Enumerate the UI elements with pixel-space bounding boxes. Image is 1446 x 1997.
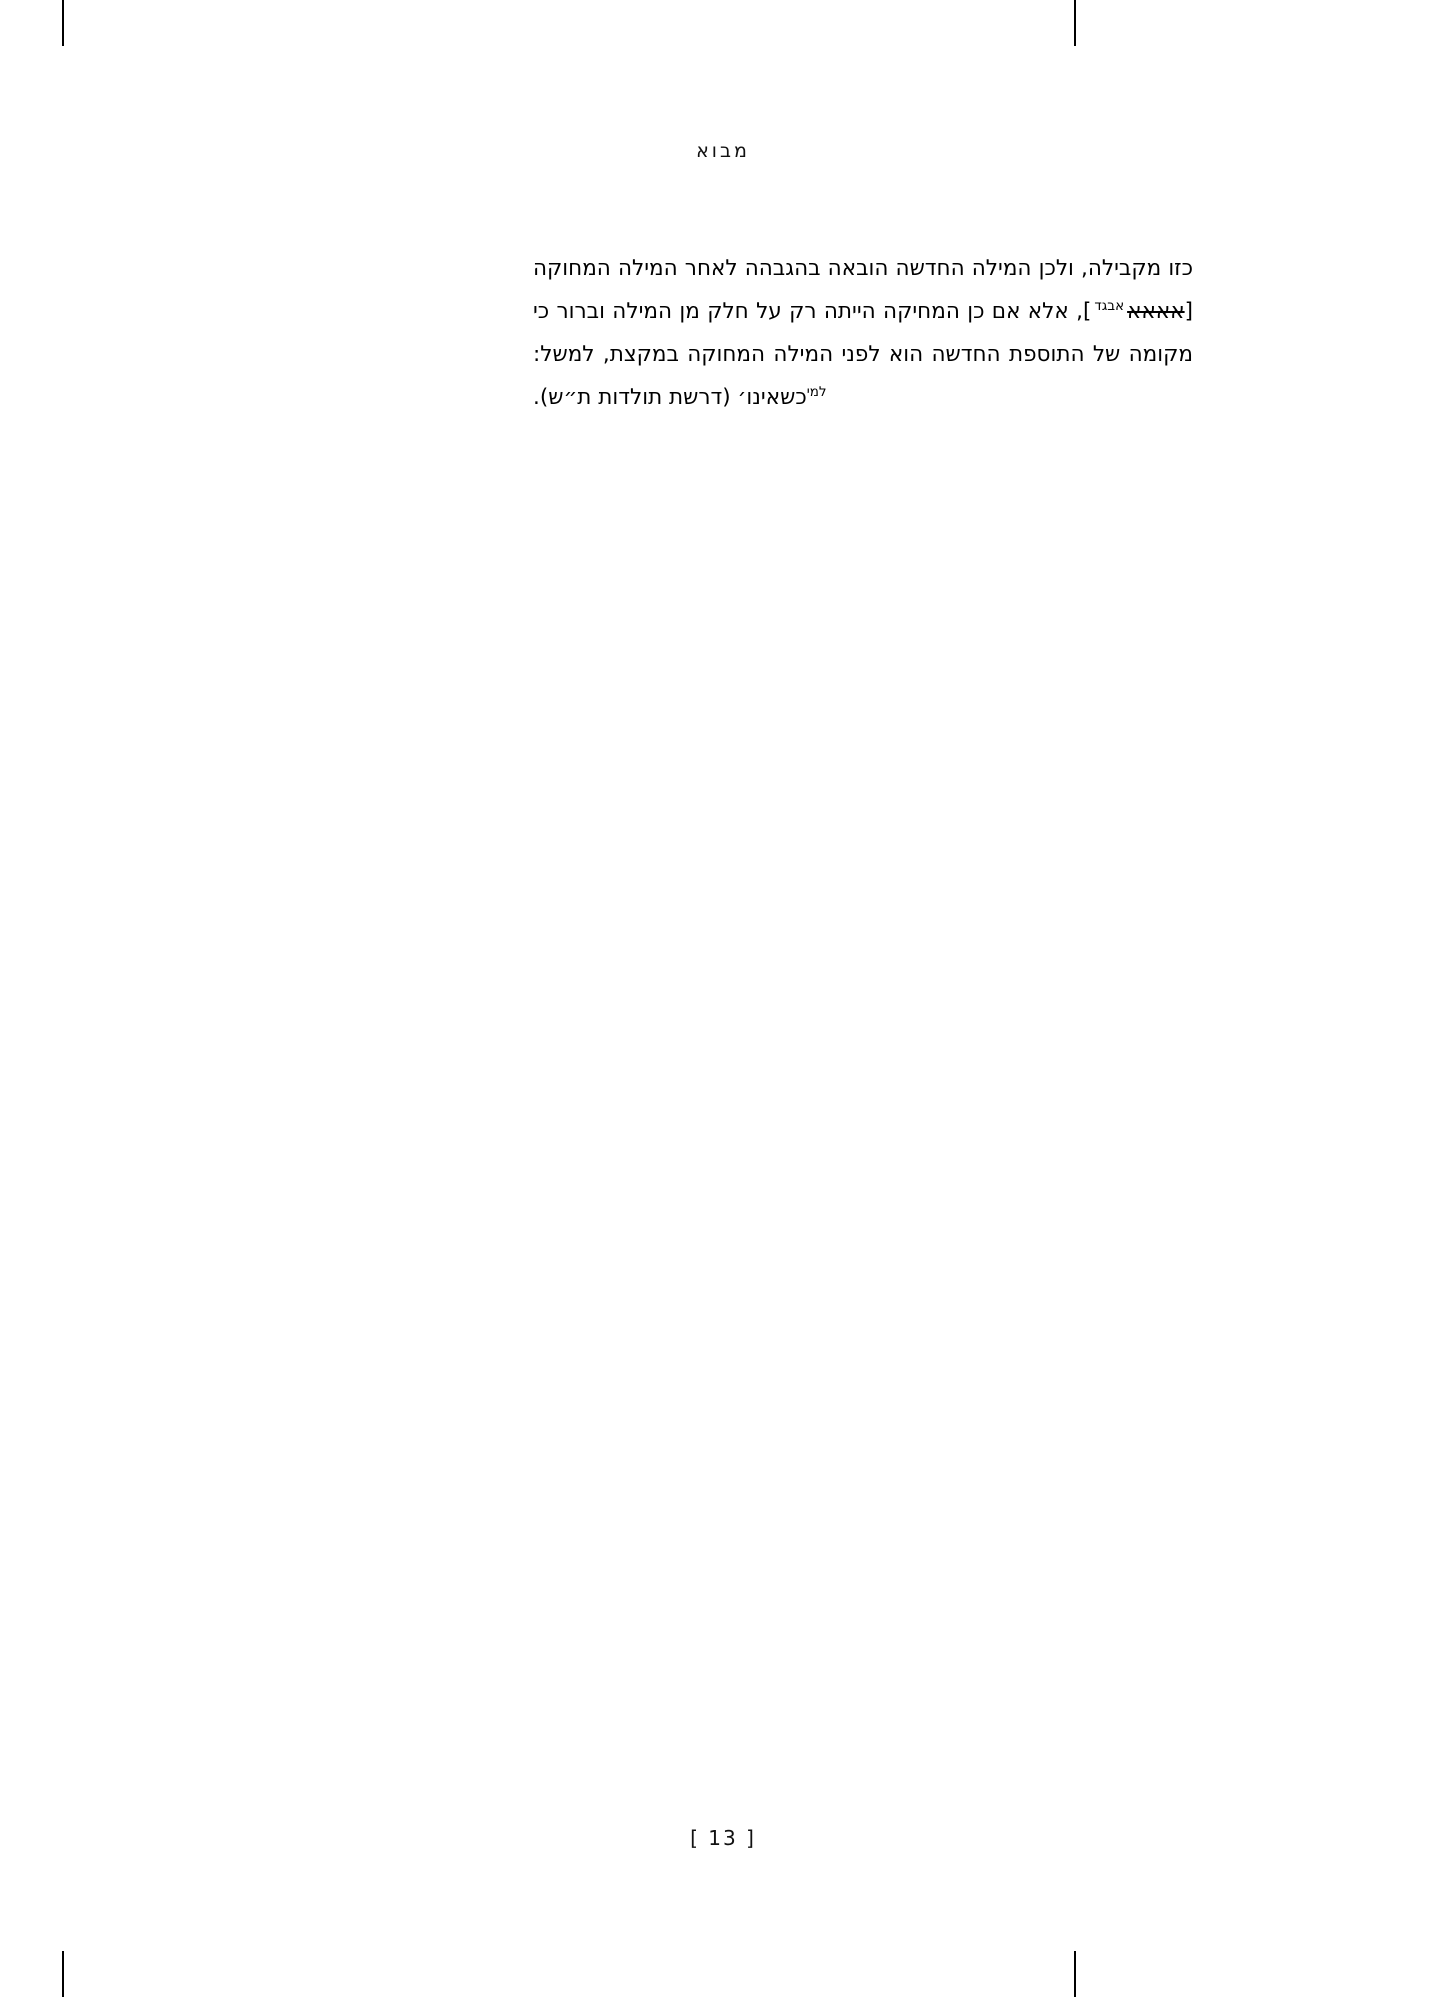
body-line-2 [533, 290, 1193, 333]
body-text [533, 247, 1193, 419]
body-line-4 [533, 376, 1193, 419]
struck-word: אאאא [1127, 299, 1185, 324]
superscript-insertion: אבגד [1094, 297, 1125, 314]
line-4-remainder: כשאינו׳ (דרשת תולדות ת״ש). [533, 385, 807, 410]
superscript-marker: למי [806, 383, 827, 400]
bracket-open: [ [1184, 299, 1193, 324]
body-line-1: כזו מקבילה, ולכן המילה החדשה הובאה בהגבהה לאחר המילה המחוקה [533, 256, 1193, 281]
crop-mark-bottom-left-icon [62, 1951, 64, 1997]
crop-mark-top-left-icon [62, 0, 64, 46]
running-head: מבוא [696, 140, 750, 162]
line-2-remainder: ], אלא אם כן המחיקה הייתה רק על חלק מן המילה וברור כי [533, 299, 1092, 324]
paragraph [533, 247, 1193, 419]
crop-mark-top-right-icon [1074, 0, 1076, 46]
page-number: [ 13 ] [690, 1826, 756, 1850]
body-line-3: מקומה של התוספת החדשה הוא לפני המילה המחוקה במקצת, למשל: [533, 342, 1193, 367]
crop-mark-bottom-right-icon [1074, 1951, 1076, 1997]
